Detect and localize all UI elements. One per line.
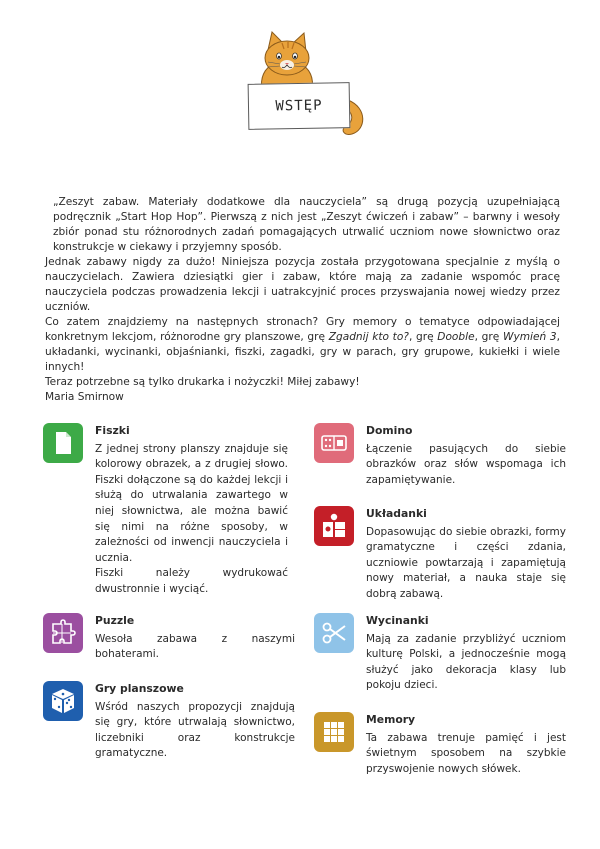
game-title-dooble: Dooble [437,331,475,343]
dice-icon [43,681,83,721]
feature-title: Domino [366,424,413,437]
intro-paragraph-1: „Zeszyt zabaw. Materiały dodatkowe dla nauczyciela” są drugą pozycją uzupełniającą podręcznik „Start Hop Hop”. Pierwszą z nich jest „Zeszyt ćwiczeń i zabaw” – barwny i wesoły zbiór ponad stu różnorodnych zadań pomagających utrwalić uczniom nowe słownictwo oraz konstrukcje w ciekawy i przyjemny sposób. [53,196,560,253]
intro-p3-text: , grę [474,331,503,343]
feature-title: Fiszki [95,424,130,437]
feature-description: Mają za zadanie przybliżyć uczniom kulturę Polski, a jednocześnie mogą służyć jako dekoracja klasy lub pokoju dzieci. [366,632,566,692]
puzzle-icon [43,613,83,653]
feature-description: Ta zabawa trenuje pamięć i jest świetnym sposobem na szybkie przyswojenie nowych słówek. [366,731,566,775]
intro-paragraph-2: Jednak zabawy nigdy za dużo! Niniejsza pozycja została przygotowana specjalnie z myślą o nauczycielach. Zawiera dziesiątki gier i zabaw, które mają za zadanie wspomóc pracę nauczyciela podczas prowadzenia lekcji i uatrakcyjnić proces przyswajania nowej wiedzy przez uczniów. [45,256,560,313]
intro-paragraph-3 [45,315,560,375]
feature-title: Układanki [366,507,427,520]
feature-description: Fiszki należy wydrukować dwustronnie i wyciąć. [95,567,288,595]
intro-p3-text: , grę [408,331,438,343]
grid-icon [314,712,354,752]
feature-description: Łączenie pasujących do siebie obrazków oraz słów wspomaga ich zapamiętywanie. [366,442,566,486]
intro-p3-text: , układanki, wycinanki, objaśnianki, fiszki, zagadki, gry w parach, gry grupowe, kukiełki i wiele innych! [45,331,561,373]
game-title-zgadnij: Zgadnij kto to? [328,331,409,343]
intro-text [45,195,560,405]
feature-title: Puzzle [95,614,135,627]
page-title: WSTĘP [248,82,351,130]
intro-paragraph-4: Teraz potrzebne są tylko drukarka i nożyczki! Miłej zabawy! [45,376,360,388]
feature-description: Wesoła zabawa z naszymi bohaterami. [95,632,295,661]
blocks-icon [314,506,354,546]
feature-title: Wycinanki [366,614,429,627]
feature-description: Dopasowując do siebie obrazki, formy gramatyczne i części zdania, uczniowie powtarzają i zapamiętują nowy materiał, a nauka staje się dobrą zabawą. [366,525,566,600]
feature-title: Memory [366,713,416,726]
game-title-wymien: Wymień 3 [502,331,557,343]
feature-description: Z jednej strony planszy znajduje się kolorowy obrazek, a z drugiej słowo. Fiszki dołączone są do każdej lekcji i służą do utrwalania zawartego w niej słownictwa, ale można bawić się nimi na różne sposoby, w zależności od inwencji nauczyciela i ucznia. [95,442,288,564]
document-icon [43,423,83,463]
intro-p3-text: Co zatem znajdziemy na następnych stronach? Gry memory o tematyce odpowiadającej konkretnym lekcjom, różnorodne gry planszowe, grę [45,316,560,343]
scissors-icon [314,613,354,653]
feature-description: Wśród naszych propozycji znajdują się gry, które utrwalają słownictwo, liczebniki oraz konstrukcje gramatyczne. [95,700,295,760]
domino-icon [314,423,354,463]
intro-author: Maria Smirnow [45,391,124,403]
feature-title: Gry planszowe [95,682,184,695]
